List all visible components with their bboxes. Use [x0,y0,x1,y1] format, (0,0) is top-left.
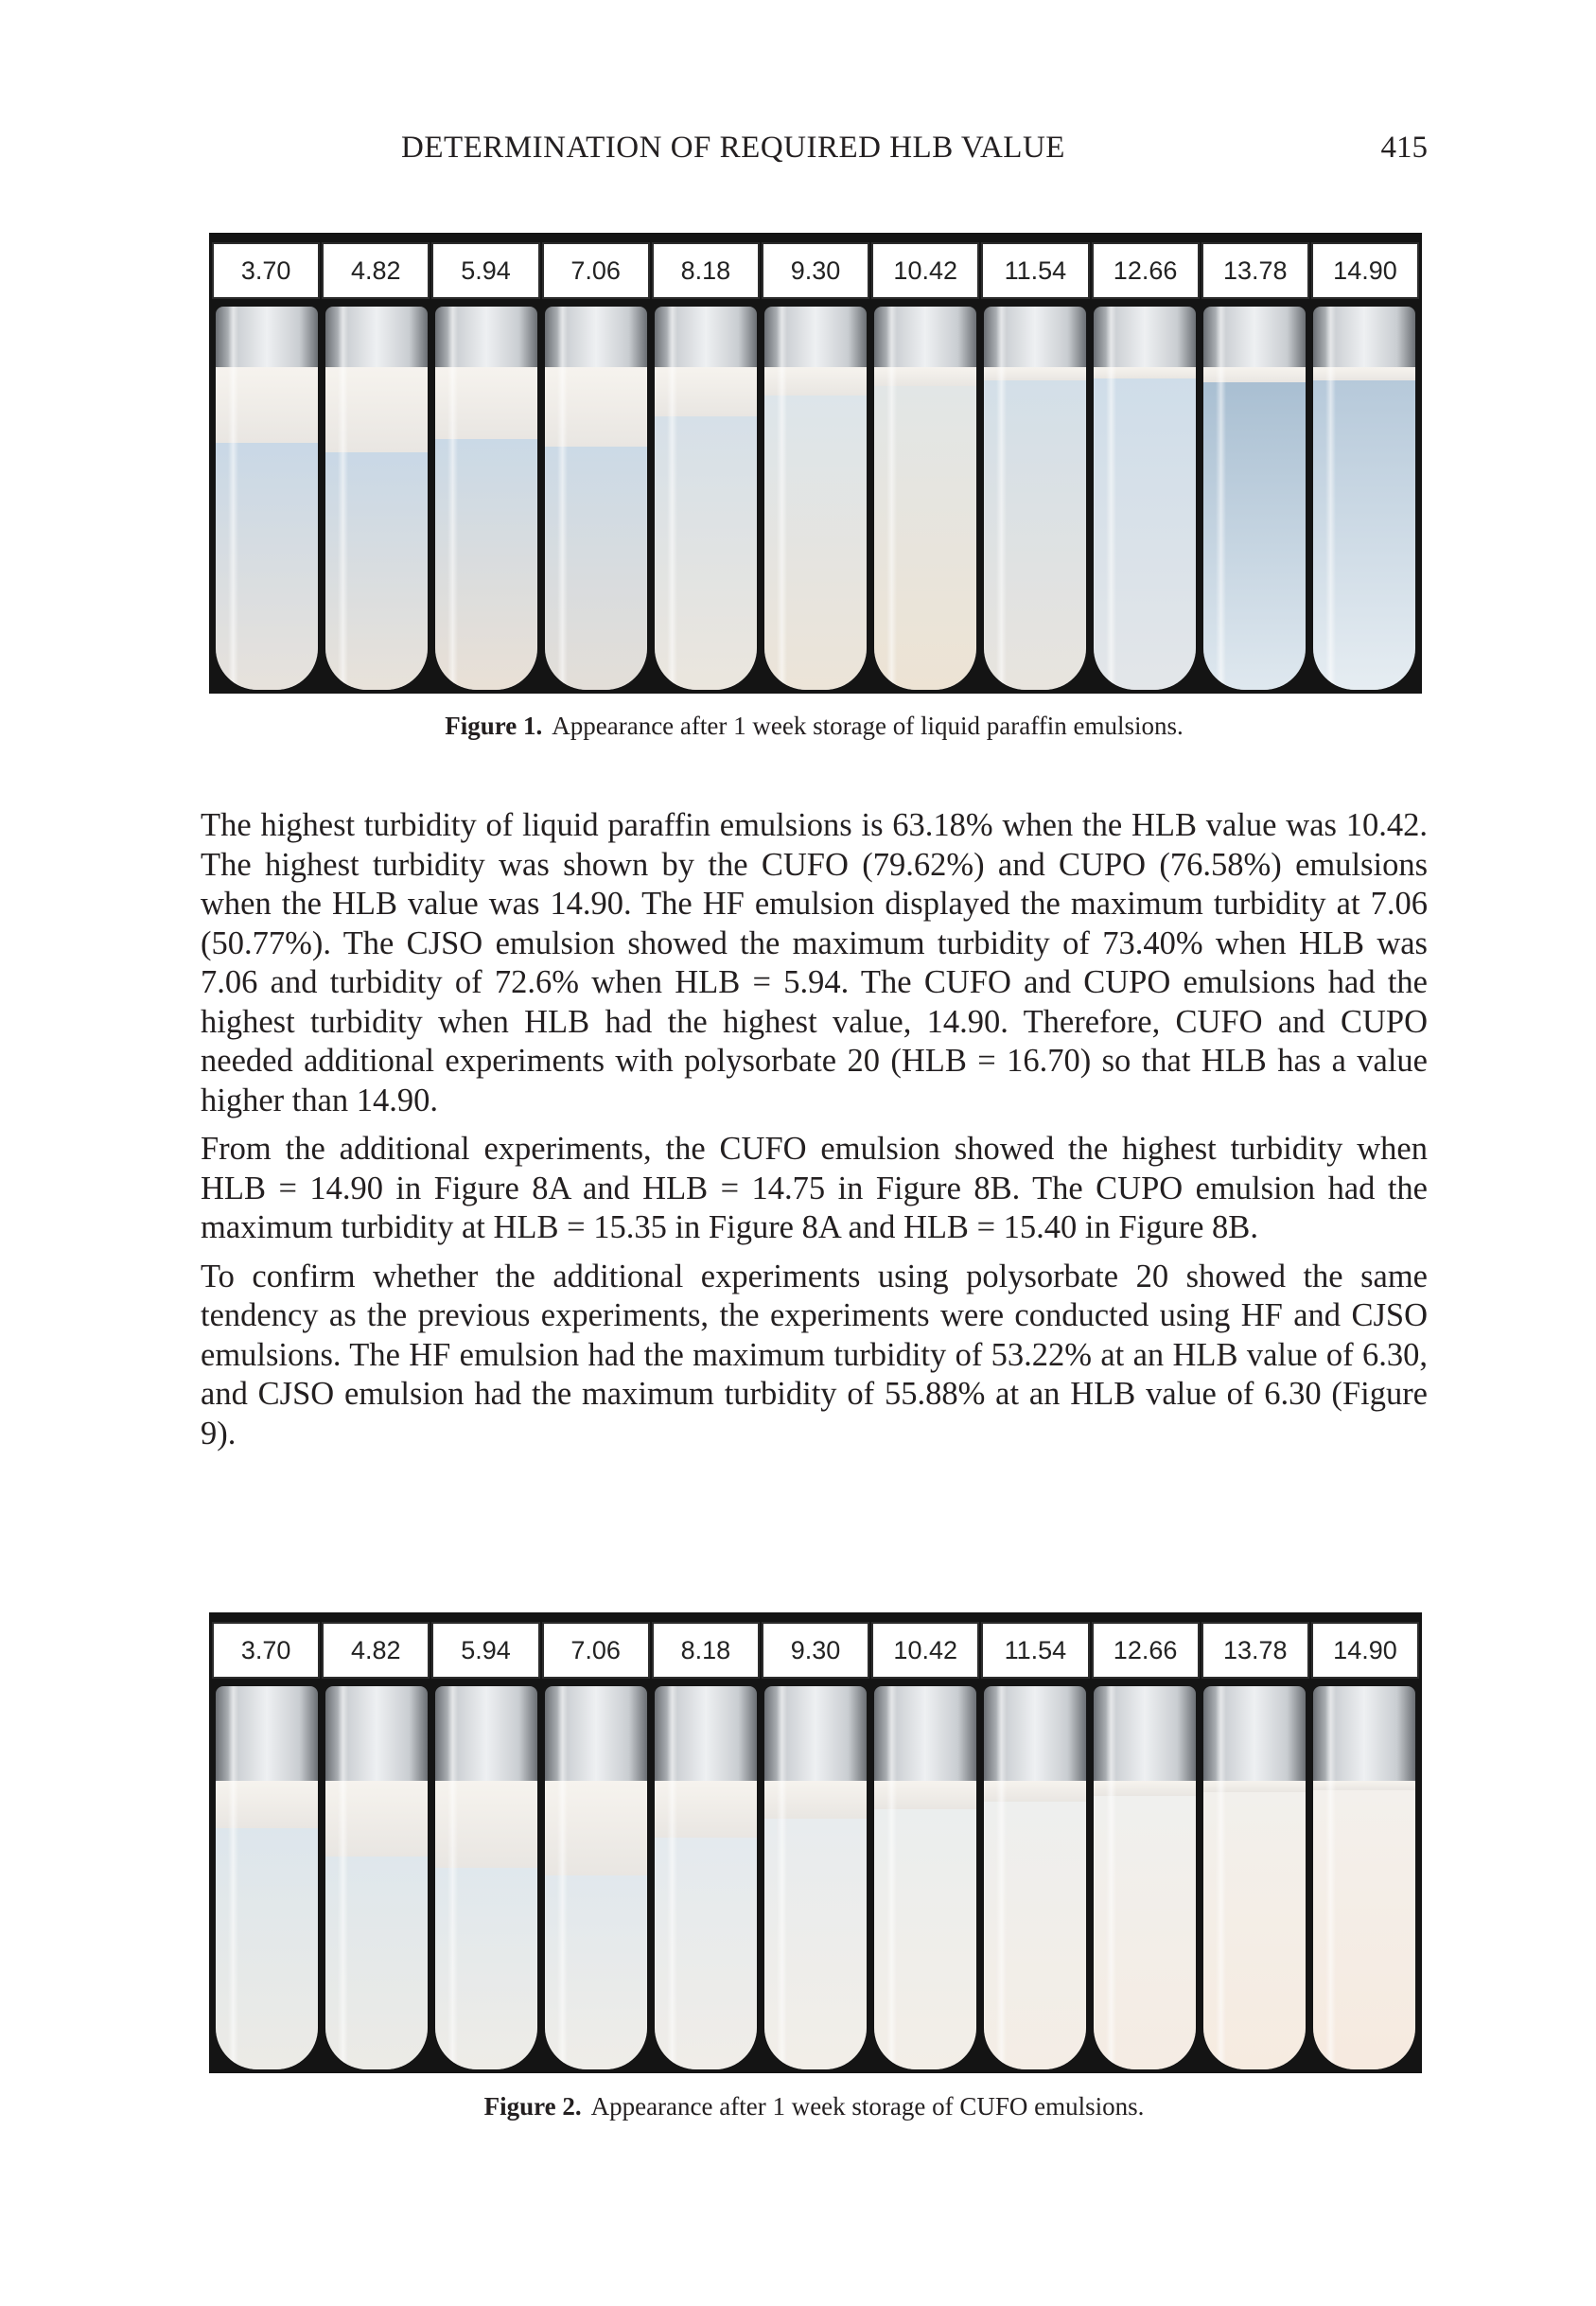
hlb-label: 5.94 [431,1622,539,1679]
emulsion-tube [655,1686,757,2069]
hlb-label: 4.82 [322,1622,430,1679]
running-title: DETERMINATION OF REQUIRED HLB VALUE [401,131,1065,165]
hlb-label-row [212,1622,1419,1679]
hlb-label: 13.78 [1201,242,1309,299]
hlb-label: 4.82 [322,242,430,299]
paragraph: To confirm whether the additional experiments using polysorbate 20 showed the same tendency as the previous experiments, the experiments were conducted using HF and CJSO emulsions. The HF emulsion had the maximum turbidity of 53.22% at an HLB value of 6.30, and CJSO emulsion had the maximum turbidity of 55.88% at an HLB value of 6.30 (Figure 9). [201,1258,1428,1452]
emulsion-tube-row [212,1686,1419,2069]
hlb-label: 5.94 [431,242,539,299]
emulsion-tube [216,307,318,690]
hlb-label: 12.66 [1092,242,1200,299]
hlb-label: 14.90 [1311,242,1419,299]
figure-2-caption-text: Appearance after 1 week storage of CUFO emulsions. [590,2092,1145,2121]
emulsion-tube [325,307,428,690]
emulsion-tube [1094,1686,1196,2069]
emulsion-tube [1203,307,1306,690]
hlb-label: 12.66 [1092,1622,1200,1679]
hlb-label: 10.42 [871,1622,979,1679]
hlb-label-row [212,242,1419,299]
hlb-label: 3.70 [212,242,320,299]
figure-2-label: Figure 2. [483,2092,582,2121]
emulsion-tube [216,1686,318,2069]
hlb-label: 10.42 [871,242,979,299]
emulsion-tube [545,1686,647,2069]
figure-1-label: Figure 1. [445,712,543,740]
hlb-label: 8.18 [652,1622,760,1679]
emulsion-tube-row [212,307,1419,690]
paragraph: The highest turbidity of liquid paraffin emulsions is 63.18% when the HLB value was 10.42. The highest turbidity was shown by the CUFO (79.62%) and CUPO (76.58%) emulsions when the HLB value was 14.90. The HF emulsion displayed the maximum turbidity at 7.06 (50.77%). The CJSO emulsion showed the maximum turbidity of 73.40% when HLB was 7.06 and turbidity of 72.6% when HLB = 5.94. The CUFO and CUPO emulsions had the highest turbidity when HLB had the highest value, 14.90. Therefore, CUFO and CUPO needed additional experiments with polysorbate 20 (HLB = 16.70) so that HLB has a value higher than 14.90. [201,807,1428,1118]
hlb-label: 7.06 [542,1622,650,1679]
figure-1-caption-text: Appearance after 1 week storage of liquid paraffin emulsions. [552,712,1184,740]
paragraph: From the additional experiments, the CUFO emulsion showed the highest turbidity when HLB = 14.90 in Figure 8A and HLB = 14.75 in Figure 8B. The CUPO emulsion had the maximum turbidity at HLB = 15.35 in Figure 8A and HLB = 15.40 in Figure 8B. [201,1131,1428,1245]
emulsion-tube [764,1686,867,2069]
hlb-label: 11.54 [981,242,1089,299]
body-text [201,806,1428,1463]
emulsion-tube [984,307,1086,690]
emulsion-tube [874,1686,976,2069]
emulsion-tube [764,307,867,690]
emulsion-tube [1313,307,1415,690]
emulsion-tube [1094,307,1196,690]
hlb-label: 3.70 [212,1622,320,1679]
emulsion-tube [984,1686,1086,2069]
hlb-label: 13.78 [1201,1622,1309,1679]
emulsion-tube [435,1686,537,2069]
figure-1-caption [201,712,1428,741]
figure-2-caption [201,2092,1428,2121]
emulsion-tube [435,307,537,690]
hlb-label: 11.54 [981,1622,1089,1679]
running-head [201,131,1428,168]
figure-1-photo [209,233,1422,694]
hlb-label: 9.30 [762,1622,869,1679]
emulsion-tube [545,307,647,690]
figure-2-photo [209,1612,1422,2073]
emulsion-tube [1313,1686,1415,2069]
hlb-label: 7.06 [542,242,650,299]
hlb-label: 14.90 [1311,1622,1419,1679]
emulsion-tube [655,307,757,690]
page-number: 415 [1380,131,1428,165]
emulsion-tube [1203,1686,1306,2069]
emulsion-tube [874,307,976,690]
hlb-label: 8.18 [652,242,760,299]
emulsion-tube [325,1686,428,2069]
hlb-label: 9.30 [762,242,869,299]
